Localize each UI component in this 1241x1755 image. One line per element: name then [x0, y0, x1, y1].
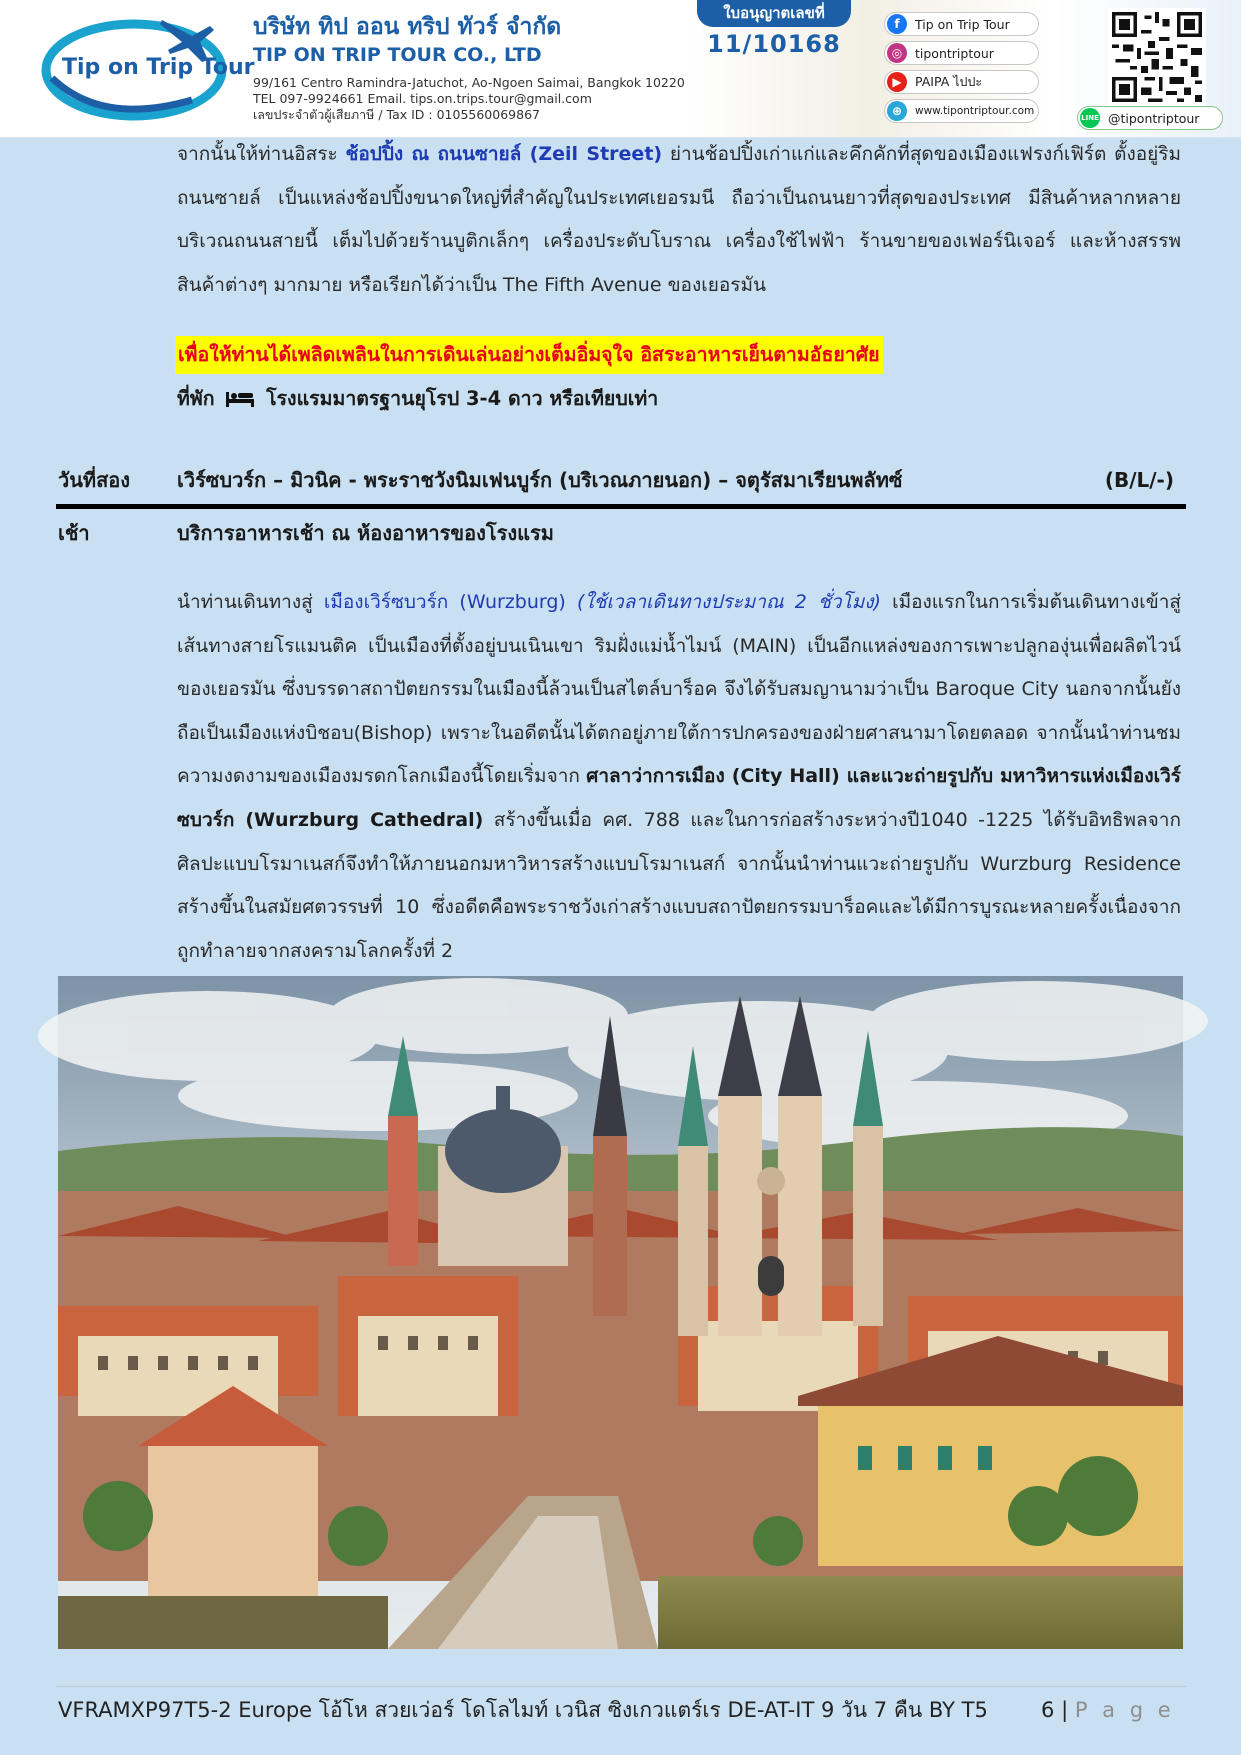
free-dinner-notice: เพื่อให้ท่านได้เพลิดเพลินในการเดินเล่นอย่างเต็มอิ่มจุใจ อิสระอาหารเย็นตามอัธยาศัย: [175, 336, 883, 374]
license-label: ใบอนุญาตเลขที่: [697, 0, 851, 27]
hotel-label: ที่พัก: [177, 387, 215, 410]
page-header: [0, 0, 1241, 138]
company-address: 99/161 Centro Ramindra-Jatuchot, Ao-Ngoen Saimai, Bangkok 10220: [253, 75, 685, 90]
bed-icon: [225, 388, 255, 408]
day-meals: (B/L/-): [1104, 468, 1174, 492]
hotel-text: โรงแรมมาตรฐานยุโรป 3-4 ดาว หรือเทียบเท่า: [266, 387, 659, 410]
wurzburg-landmarks: ศาลาว่าการเมือง (City Hall) และแวะถ่ายรูปกับ มหาวิหารแห่งเมืองเวิร์ซบวร์ก (Wurzburg Cathedral): [177, 765, 1181, 831]
breakfast-text: บริการอาหารเช้า ณ ห้องอาหารของโรงแรม: [177, 521, 554, 545]
zeil-rest: ย่านช้อปปิ้งเก่าแก่และคึกคักที่สุดของเมืองแฟรงก์เฟิร์ต ตั้งอยู่ริมถนนซายล์ เป็นแหล่งช้อปปิ้งขนาดใหญ่ที่สำคัญในประเทศเยอรมนี ถือว่าเป็นถนนยาวที่สุดของประเทศ มีสินค้าหลากหลายบริเวณถนนสายนี้ เต็มไปด้วยร้านบูติกเล็กๆ เครื่องประดับโบราณ เครื่องใช้ไฟฟ้า ร้านขายของเฟอร์นิเจอร์ และห้างสรรพสินค้าต่างๆ มากมาย หรือเรียกได้ว่าเป็น The Fifth Avenue ของเยอรมัน: [177, 143, 1181, 296]
wurzburg-body: เมืองแรกในการเริ่มต้นเดินทางเข้าสู่เส้นทางสายโรแมนติค เป็นเมืองที่ตั้งอยู่บนเนินเขา ริมฝั่งแม่น้ำไมน์ (MAIN) เป็นอีกแหล่งของการเพาะปลูกองุ่นเพื่อผลิตไวน์ของเยอรมัน ซึ่งบรรดาสถาปัตยกรรมในเมืองนี้ล้วนเป็นสไตล์บาร็อค จึงได้รับสมญานามว่าเป็น Baroque City นอกจากนั้นยังถือเป็นเมืองแห่งบิชอบ(Bishop) เพราะในอดีตนั้นได้ตกอยู่ภายใต้การปกครองของฝ่ายศาสนามาโดยตลอด จากนั้นนำท่านชมความงดงามของเมืองมรดกโลกเมืองนี้โดยเริ่มจาก: [177, 591, 1181, 788]
wurzburg-travel-time: (ใช้เวลาเดินทางประมาณ 2 ชั่วโมง): [565, 591, 881, 613]
youtube-icon: ▶: [887, 72, 907, 92]
breakfast-label: เช้า: [58, 521, 90, 545]
qr-code: [1108, 8, 1206, 106]
company-tax-id: เลขประจำตัวผู้เสียภาษี / Tax ID : 0105560069867: [253, 107, 540, 122]
day-title: เวิร์ซบวร์ก – มิวนิค - พระราชวังนิมเฟนบูร์ก (บริเวณภายนอก) – จตุรัสมาเรียนพลัทซ์: [177, 468, 903, 492]
page-number: 6: [1041, 1698, 1055, 1722]
social-instagram-label: tipontriptour: [915, 45, 994, 61]
day-label: วันที่สอง: [58, 468, 131, 492]
social-line-label: @tipontriptour: [1108, 110, 1200, 126]
footer-page-number: 6 | P a g e: [1041, 1698, 1175, 1722]
logo-text: Tip on Trip Tour: [62, 55, 255, 80]
social-facebook-label: Tip on Trip Tour: [915, 16, 1010, 32]
breakfast-row: [58, 515, 1178, 551]
zeil-paragraph: [177, 133, 1181, 307]
zeil-lead: จากนั้นให้ท่านอิสระ: [177, 143, 346, 165]
footer-divider: [56, 1686, 1186, 1687]
website-icon: ⊕: [887, 101, 907, 121]
social-instagram[interactable]: [884, 41, 1039, 65]
facebook-icon: f: [887, 14, 907, 34]
license-number: 11/10168: [707, 30, 841, 58]
line-icon: LINE: [1080, 108, 1100, 128]
company-logo: [42, 8, 255, 126]
page-word: P a g e: [1074, 1698, 1175, 1722]
social-youtube-label: PAIPA ไปปะ: [915, 74, 983, 89]
social-website-label: www.tipontriptour.com: [915, 105, 1035, 117]
hotel-line: [177, 380, 658, 418]
instagram-icon: ◎: [887, 43, 907, 63]
footer-tour-code: VFRAMXP97T5-2 Europe โอ้โห สวยเว่อร์ โดโลไมท์ เวนิส ซิงเกวแตร์เร DE-AT-IT 9 วัน 7 คืน BY T5: [58, 1698, 988, 1722]
company-contact: TEL 097-9924661 Email. tips.on.trips.tour@gmail.com: [253, 91, 592, 106]
social-website[interactable]: [884, 99, 1039, 123]
day-header: [58, 462, 1178, 498]
company-name-en: TIP ON TRIP TOUR CO., LTD: [253, 44, 542, 66]
social-facebook[interactable]: [884, 12, 1039, 36]
company-name-th: บริษัท ทิป ออน ทริป ทัวร์ จำกัด: [253, 14, 562, 40]
wurzburg-paragraph: [177, 581, 1181, 973]
social-youtube[interactable]: [884, 70, 1039, 94]
wurzburg-city-name: เมืองเวิร์ซบวร์ก (Wurzburg): [323, 591, 566, 613]
zeil-street-name: ช้อปปิ้ง ณ ถนนซายล์ (Zeil Street): [345, 143, 663, 165]
wurzburg-end: สร้างขึ้นเมื่อ คศ. 788 และในการก่อสร้างระหว่างปี1040 -1225 ได้รับอิทธิพลจากศิลปะแบบโรมาเนสก์จึงทำให้ภายนอกมหาวิหารสร้างแบบโรมาเนสก์ จากนั้นนำท่านแวะถ่ายรูปกับ Wurzburg Residence สร้างขึ้นในสมัยศตวรรษที่ 10 ซึ่งอดีตคือพระราชวังเก่าสร้างแบบสถาปัตยกรรมบาร็อคและได้มีการบูรณะหลายครั้งเนื่องจากถูกทำลายจากสงครามโลกครั้งที่ 2: [177, 808, 1181, 962]
wurzburg-city-photo: [58, 976, 1183, 1649]
day-divider: [56, 504, 1186, 509]
wurzburg-lead: นำท่านเดินทางสู่: [177, 591, 324, 613]
social-links: [884, 12, 1039, 128]
company-info: [253, 12, 713, 123]
social-line[interactable]: [1077, 106, 1223, 130]
